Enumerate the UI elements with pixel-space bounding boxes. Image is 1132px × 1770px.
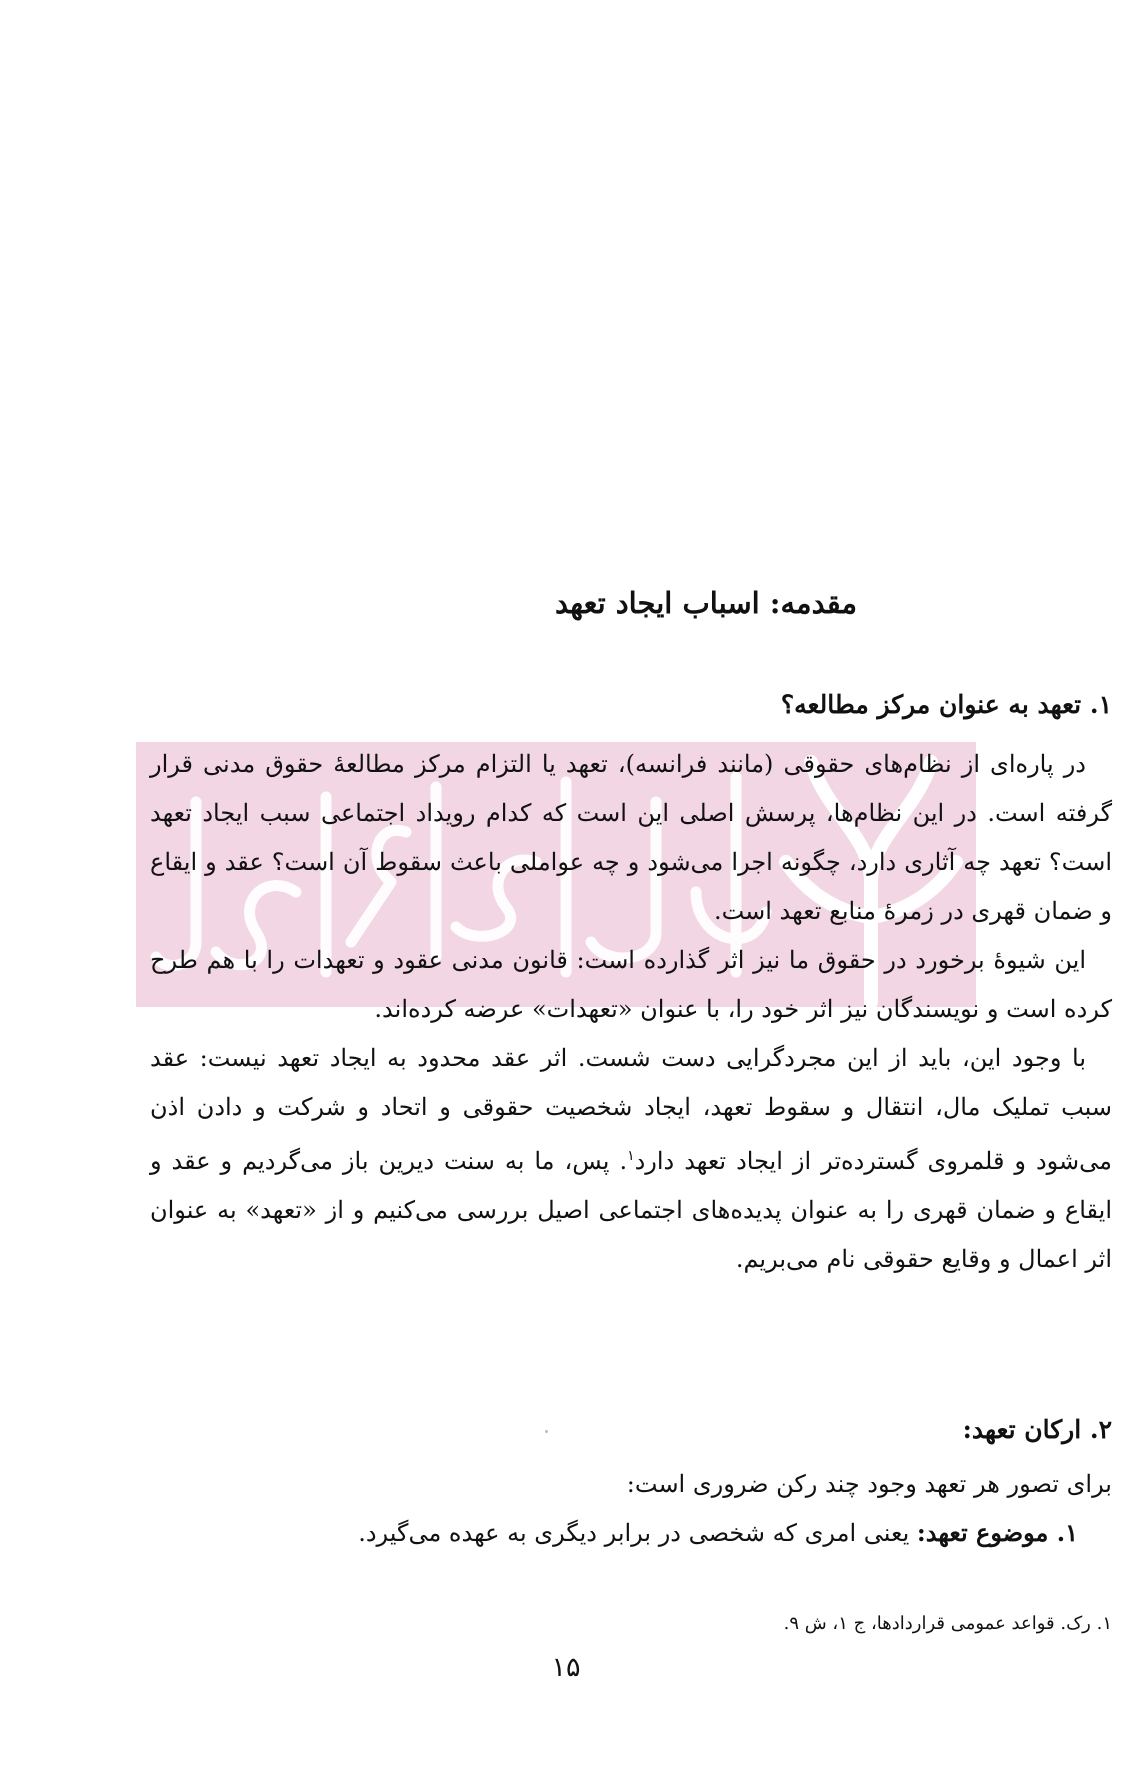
section-1-heading: ۱. تعهد به عنوان مرکز مطالعه؟	[780, 690, 1112, 719]
paragraph-text: . پس، ما به سنت دیرین باز می‌گردیم و عقد و ایقاع و ضمان قهری را به عنوان پدیده‌های اجتماعی اصیل بررسی می‌کنیم و از «تعهد» به عنوان اثر اعمال و وقایع حقوقی نام می‌بریم.	[150, 1147, 1112, 1273]
paragraph: برای تصور هر تعهد وجود چند رکن ضروری است:	[626, 1470, 1112, 1498]
section-1-body	[150, 740, 1112, 1284]
speck	[545, 1430, 548, 1433]
paragraph-text: با وجود این، باید از این مجردگرایی دست شست. اثر عقد محدود به ایجاد تعهد نیست: عقد سبب تملیک مال، انتقال و سقوط تعهد، ایجاد شخصیت حقوقی و اتحاد و شرکت و دادن اذن می‌شود و قلمروی گسترده‌تر از ایجاد تعهد دارد	[150, 1044, 1112, 1175]
list-item-text: یعنی امری که شخصی در برابر دیگری به عهده می‌گیرد.	[358, 1519, 917, 1547]
page-number: ۱۵	[551, 1652, 581, 1683]
paragraph	[150, 1034, 1112, 1284]
paragraph: این شیوهٔ برخورد در حقوق ما نیز اثر گذارده است: قانون مدنی عقود و تعهدات را با هم طرح کرده است و نویسندگان نیز اثر خود را، با عنوان «تعهدات» عرضه کرده‌اند.	[150, 946, 1112, 1023]
list-item	[358, 1518, 1078, 1547]
footnote: ۱. رک. قواعد عمومی قراردادها، ج ۱، ش ۹.	[783, 1613, 1112, 1634]
section-2-intro	[150, 1460, 1112, 1509]
list-item-term: ۱. موضوع تعهد:	[916, 1518, 1078, 1547]
paragraph: در پاره‌ای از نظام‌های حقوقی (مانند فرانسه)، تعهد یا التزام مرکز مطالعهٔ حقوق مدنی قرار گرفته است. در این نظام‌ها، پرسش اصلی این است که کدام رویداد اجتماعی سبب ایجاد تعهد است؟ تعهد چه آثاری دارد، چگونه اجرا می‌شود و چه عواملی باعث سقوط آن است؟ عقد و ایقاع و ضمان قهری در زمرهٔ منابع تعهد است.	[150, 750, 1112, 925]
footnote-marker: ۱	[627, 1148, 635, 1164]
section-2-heading: ۲. ارکان تعهد:	[962, 1415, 1112, 1444]
chapter-title: مقدمه: اسباب ایجاد تعهد	[555, 586, 857, 620]
